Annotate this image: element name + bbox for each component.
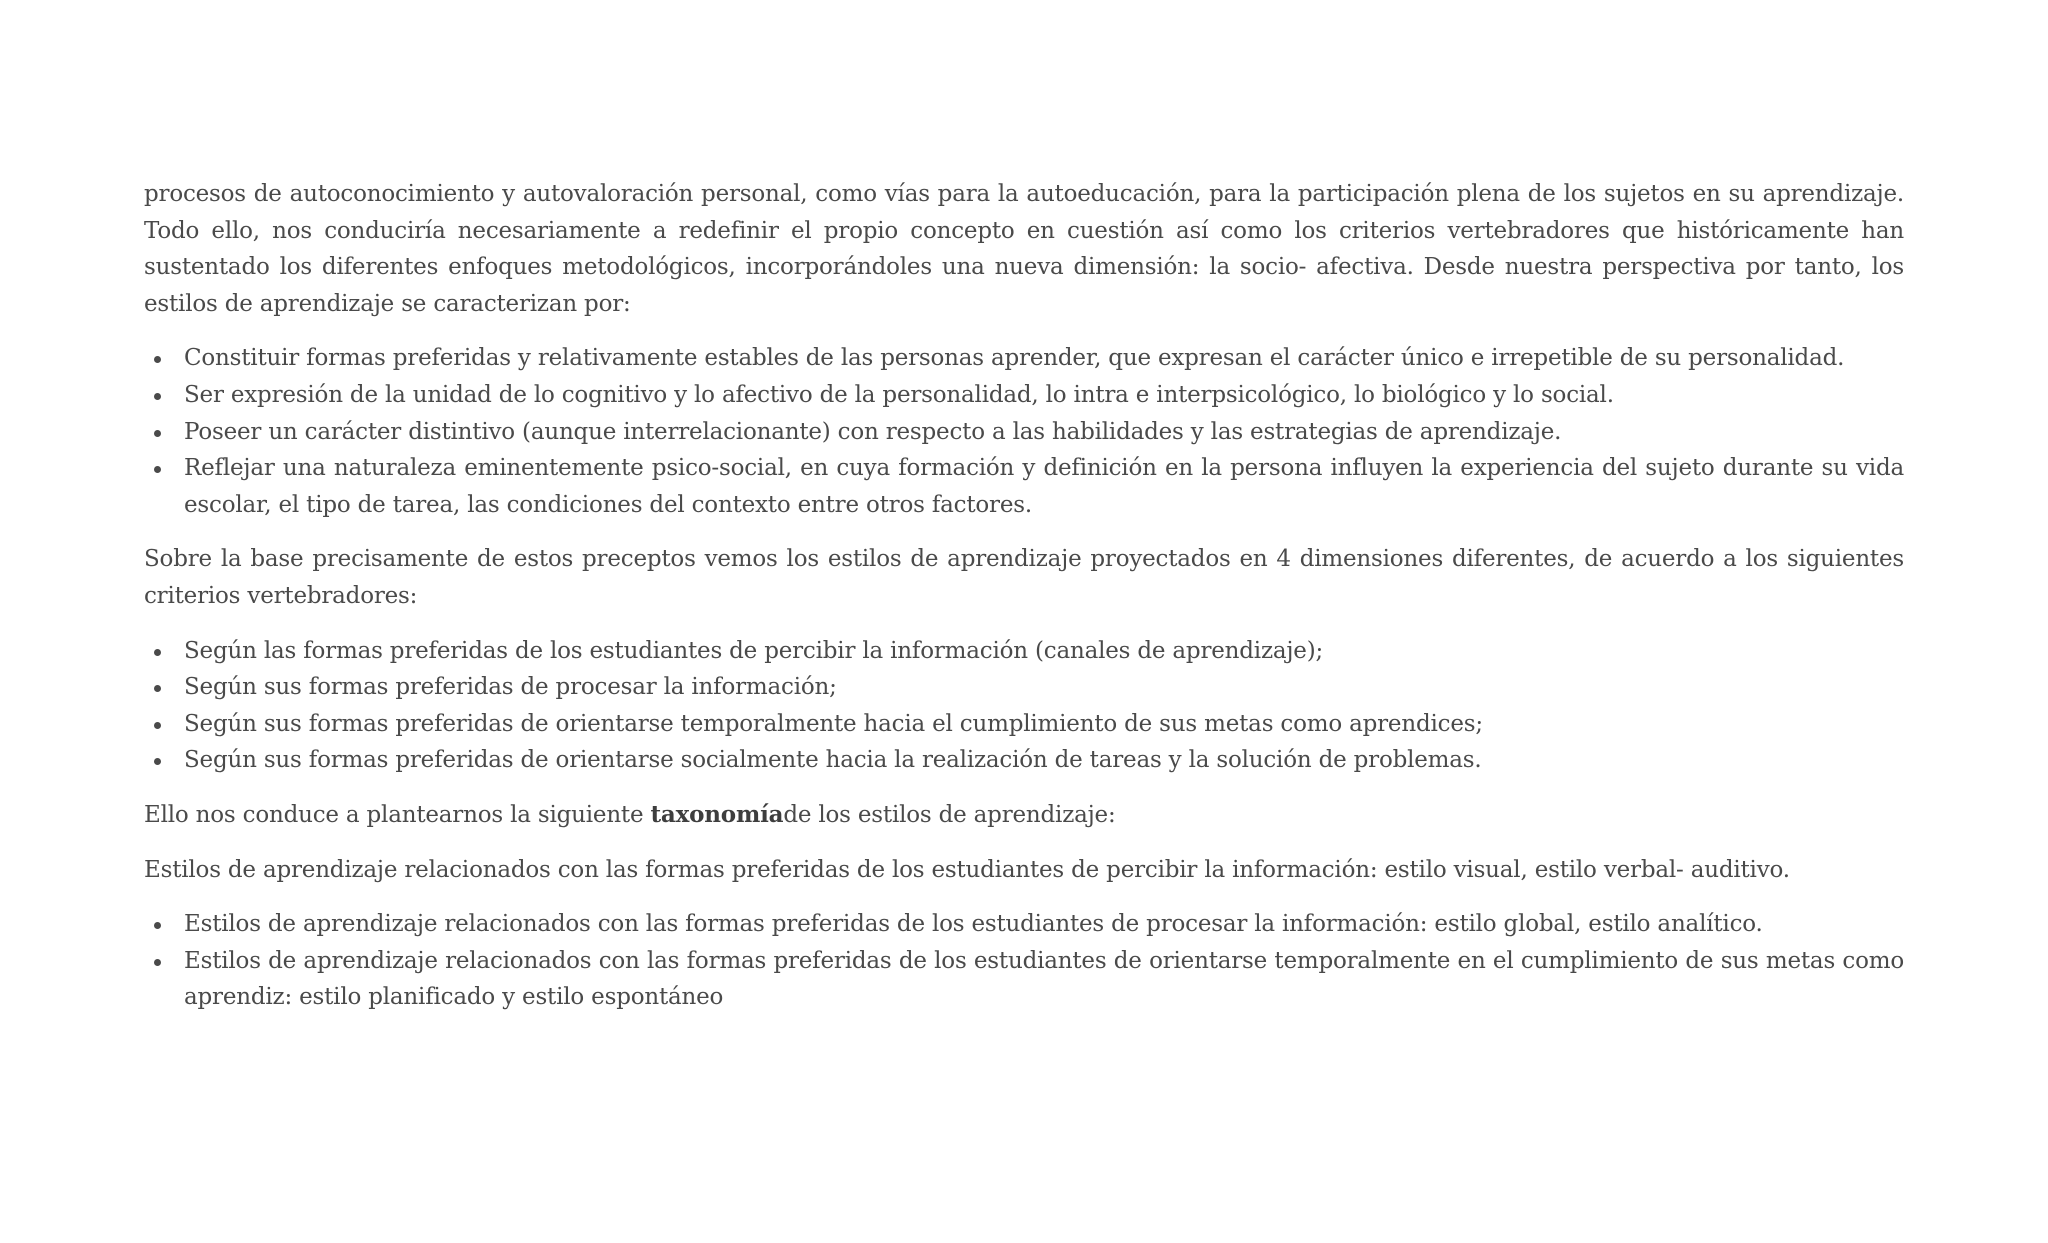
list-item: Según sus formas preferidas de orientarse socialmente hacia la realización de tareas y la solución de problemas. — [184, 742, 1904, 779]
paragraph-intro: procesos de autoconocimiento y autovaloración personal, como vías para la autoeducación, para la participación plena de los sujetos en su aprendizaje. Todo ello, nos conduciría necesariamente a redefinir el propio concepto en cuestión así como los criterios vertebradores que históricamente han sustentado los diferentes enfoques metodológicos, incorporándoles una nueva dimensión: la socio- afectiva. Desde nuestra perspectiva por tanto, los estilos de aprendizaje se caracterizan por: — [144, 181, 1904, 317]
list-item: Según sus formas preferidas de orientarse temporalmente hacia el cumplimiento de sus metas como aprendices; — [184, 706, 1904, 743]
list-item: Según las formas preferidas de los estudiantes de percibir la información (canales de aprendizaje); — [184, 633, 1904, 670]
characteristics-list — [144, 340, 1904, 523]
list-item: Reflejar una naturaleza eminentemente psico-social, en cuya formación y definición en la persona influyen la experiencia del sujeto durante su vida escolar, el tipo de tarea, las condiciones del contexto entre otros factores. — [184, 450, 1904, 523]
list-item: Ser expresión de la unidad de lo cognitivo y lo afectivo de la personalidad, lo intra e interpsicológico, lo biológico y lo social. — [184, 377, 1904, 414]
list-item: Según sus formas preferidas de procesar la información; — [184, 669, 1904, 706]
taxonomy-keyword: taxonomía — [650, 800, 784, 828]
list-item: Poseer un carácter distintivo (aunque interrelacionante) con respecto a las habilidades y las estrategias de aprendizaje. — [184, 414, 1904, 451]
styles-list — [144, 906, 1904, 1016]
paragraph-perception-styles: Estilos de aprendizaje relacionados con las formas preferidas de los estudiantes de percibir la información: estilo visual, estilo verbal- auditivo. — [144, 856, 1790, 883]
paragraph-taxonomy — [144, 797, 1904, 834]
list-item: Constituir formas preferidas y relativamente estables de las personas aprender, que expresan el carácter único e irrepetible de su personalidad. — [184, 340, 1904, 377]
list-item: Estilos de aprendizaje relacionados con las formas preferidas de los estudiantes de procesar la información: estilo global, estilo analítico. — [184, 906, 1904, 943]
taxonomy-text-after: de los estilos de aprendizaje: — [783, 801, 1116, 828]
list-item: Estilos de aprendizaje relacionados con las formas preferidas de los estudiantes de orientarse temporalmente en el cumplimiento de sus metas como aprendiz: estilo planificado y estilo espontáneo — [184, 943, 1904, 1016]
paragraph-dimensions: Sobre la base precisamente de estos preceptos vemos los estilos de aprendizaje proyectados en 4 dimensiones diferentes, de acuerdo a los siguientes criterios vertebradores: — [144, 546, 1904, 609]
criteria-list — [144, 633, 1904, 779]
taxonomy-text-before: Ello nos conduce a plantearnos la siguiente — [144, 801, 651, 828]
document-body — [144, 176, 1904, 1034]
